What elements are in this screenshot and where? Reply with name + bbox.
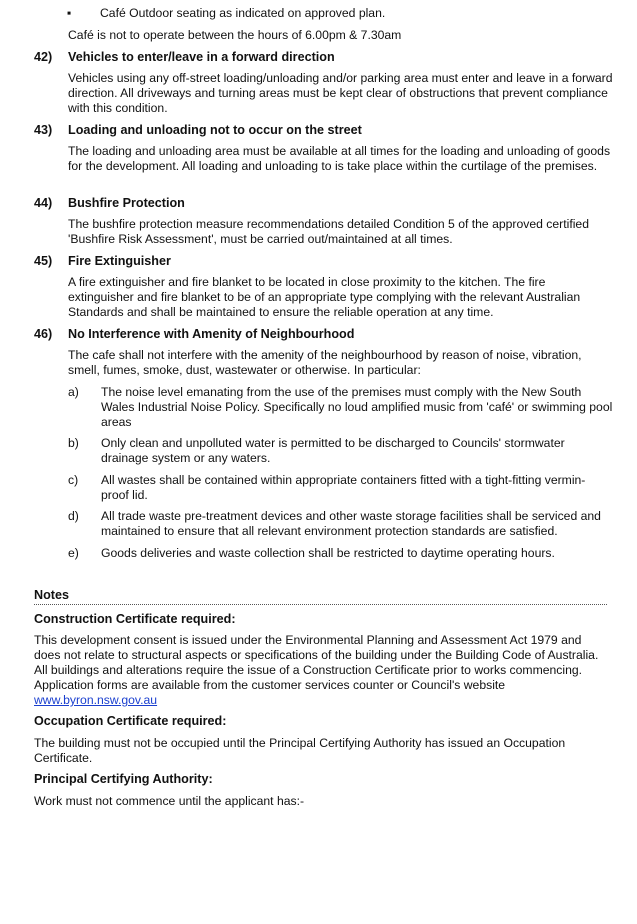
council-website-link[interactable]: www.byron.nsw.gov.au [34, 693, 158, 707]
condition-43-body: The loading and unloading area must be available at all times for the loading and unloading of goods for the development. All loading and unloading to is take place within the curtilage of the premises. [68, 144, 611, 173]
item-d-text: All trade waste pre-treatment devices and other waste storage facilities shall be serviced and maintained to ensure that all relevant environment protection standards are satisfied. [101, 509, 601, 538]
notes-title: Notes [34, 588, 69, 602]
occupation-certificate-text: The building must not be occupied until the Principal Certifying Authority has issued an Occupation Certificate. [34, 736, 566, 765]
construction-certificate-body: This development consent is issued under the Environmental Planning and Assessment Act 1979 and does not relate to structural aspects or specifications of the building under the Building Code of Australia. All buildings and alterations require the issue of a Construction Certificate prior to works commencing. Application forms are available from the customer services counter or Council's website [34, 633, 599, 692]
condition-42-title: Vehicles to enter/leave in a forward direction [68, 50, 335, 64]
condition-45-title: Fire Extinguisher [68, 254, 171, 268]
condition-46-number: 46) [34, 327, 53, 341]
item-d-letter: d) [68, 509, 79, 523]
item-c-letter: c) [68, 473, 79, 487]
condition-44-body: The bushfire protection measure recommendations detailed Condition 5 of the approved certified 'Bushfire Risk Assessment', must be carried out/maintained at all times. [68, 217, 589, 246]
item-c-text: All wastes shall be contained within appropriate containers fitted with a tight-fitting vermin-proof lid. [101, 473, 586, 502]
condition-43-title: Loading and unloading not to occur on the street [68, 123, 362, 137]
condition-45-body: A fire extinguisher and fire blanket to be located in close proximity to the kitchen. The fire extinguisher and fire blanket to be of an appropriate type complying with the relevant Australian Standards and shall be maintained to ensure the reliable operation at any time. [68, 275, 581, 319]
condition-42-body: Vehicles using any off-street loading/unloading and/or parking area must enter and leave in a forward direction. All driveways and turning areas must be kept clear of obstructions that prevent compliance with this condition. [68, 71, 613, 115]
item-a-text: The noise level emanating from the use of the premises must comply with the New South Wales Industrial Noise Policy. Specifically no loud amplified music from 'café' or swimming pool areas [101, 385, 613, 429]
pca-heading: Principal Certifying Authority: [34, 772, 213, 786]
notes-divider [34, 604, 607, 605]
occupation-certificate-heading: Occupation Certificate required: [34, 714, 227, 728]
bullet-item-text: Café Outdoor seating as indicated on approved plan. [100, 6, 386, 20]
condition-45-number: 45) [34, 254, 53, 268]
condition-43-number: 43) [34, 123, 53, 137]
hours-text: Café is not to operate between the hours of 6.00pm & 7.30am [68, 28, 402, 42]
item-b-text: Only clean and unpolluted water is permitted to be discharged to Councils' stormwater drainage system or any waters. [101, 436, 565, 465]
item-a-letter: a) [68, 385, 79, 399]
construction-certificate-text [34, 633, 609, 708]
condition-46-body: The cafe shall not interfere with the amenity of the neighbourhood by reason of noise, vibration, smell, fumes, smoke, dust, wastewater or otherwise. In particular: [68, 348, 582, 377]
bullet-icon: ▪ [67, 6, 72, 20]
construction-certificate-heading: Construction Certificate required: [34, 612, 236, 626]
item-b-letter: b) [68, 436, 79, 450]
pca-text: Work must not commence until the applicant has:- [34, 794, 305, 808]
item-e-text: Goods deliveries and waste collection shall be restricted to daytime operating hours. [101, 546, 555, 560]
condition-44-title: Bushfire Protection [68, 196, 185, 210]
condition-42-number: 42) [34, 50, 53, 64]
condition-46-title: No Interference with Amenity of Neighbourhood [68, 327, 355, 341]
condition-44-number: 44) [34, 196, 53, 210]
item-e-letter: e) [68, 546, 79, 560]
